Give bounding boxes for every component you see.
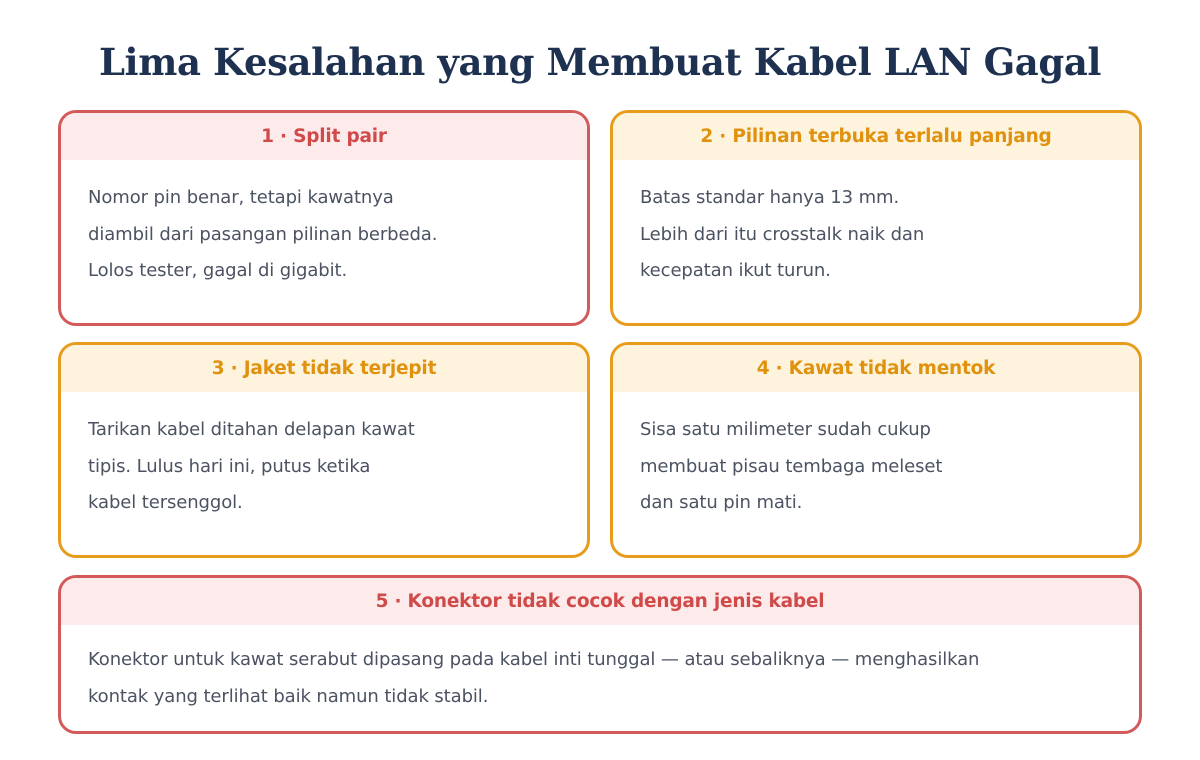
card-split-pair [58,110,590,326]
card-body [61,625,1139,715]
card-untwisted-too-long [610,110,1142,326]
card-text-line: Tarikan kabel ditahan delapan kawat [88,419,415,440]
card-body [61,160,587,290]
card-text-line: Batas standar hanya 13 mm. [640,187,900,208]
card-text-line: Sisa satu milimeter sudah cukup [640,419,931,440]
card-text-line: Lolos tester, gagal di gigabit. [88,260,348,281]
card-text-line: diambil dari pasangan pilinan berbeda. [88,223,438,245]
card-body [61,392,587,522]
card-wire-not-seated [610,342,1142,558]
card-heading: 5 · Konektor tidak cocok dengan jenis kabel [61,578,1139,625]
card-body [613,160,1139,290]
card-heading: 2 · Pilinan terbuka terlalu panjang [613,113,1139,160]
page-title: Lima Kesalahan yang Membuat Kabel LAN Gagal [98,40,1102,84]
card-text-line: kontak yang terlihat baik namun tidak stabil. [88,685,489,707]
card-text-line: kecepatan ikut turun. [640,260,831,281]
card-text-line: kabel tersenggol. [88,492,243,513]
card-text-line: tipis. Lulus hari ini, putus ketika [88,455,371,477]
card-text-line: Nomor pin benar, tetapi kawatnya [88,187,394,208]
card-text-line: dan satu pin mati. [640,492,803,513]
card-heading: 3 · Jaket tidak terjepit [61,345,587,392]
card-text-line: Lebih dari itu crosstalk naik dan [640,223,925,245]
card-body [613,392,1139,522]
card-text-line: membuat pisau tembaga meleset [640,455,943,477]
card-connector-mismatch [58,575,1142,734]
card-heading: 4 · Kawat tidak mentok [613,345,1139,392]
card-text-line: Konektor untuk kawat serabut dipasang pada kabel inti tunggal — atau sebaliknya — menghasilkan [88,649,980,670]
card-heading: 1 · Split pair [61,113,587,160]
card-jacket-not-crimped [58,342,590,558]
